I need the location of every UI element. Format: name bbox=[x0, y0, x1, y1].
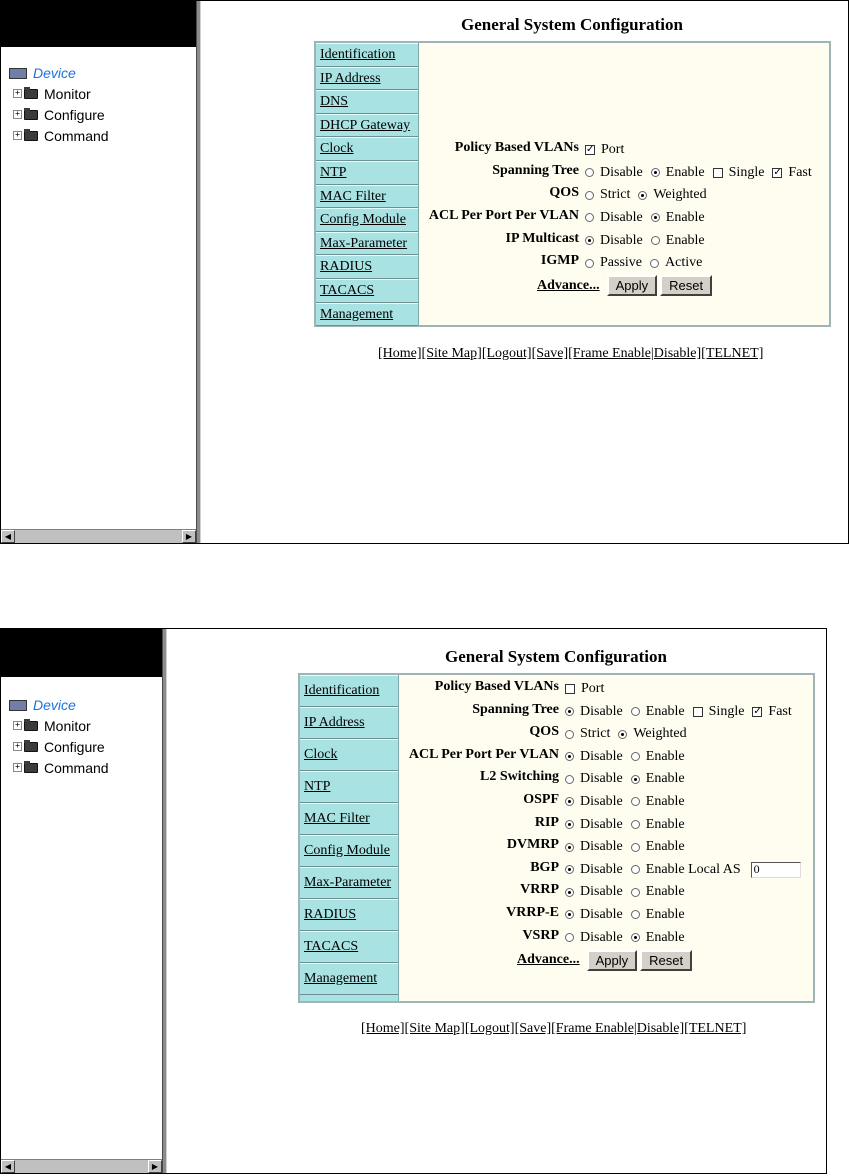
radio-option[interactable] bbox=[565, 884, 623, 900]
radio-empty-icon[interactable] bbox=[565, 775, 574, 784]
setting-label: Spanning Tree bbox=[472, 701, 559, 717]
setting-options bbox=[565, 860, 801, 880]
scroll-left-icon[interactable]: ◀ bbox=[1, 1160, 15, 1173]
nav-link-management[interactable]: Management bbox=[316, 303, 418, 327]
footer-link[interactable]: [Logout] bbox=[464, 1021, 515, 1036]
form-actions bbox=[517, 950, 692, 970]
nav-link-ip-address[interactable]: IP Address bbox=[316, 67, 418, 91]
radio-empty-icon[interactable] bbox=[585, 168, 594, 177]
reset-button[interactable]: Reset bbox=[660, 275, 712, 296]
setting-label: IP Multicast bbox=[505, 230, 579, 246]
option-label: Disable bbox=[580, 929, 623, 945]
option-label: Enable bbox=[645, 771, 685, 787]
tree-item-monitor[interactable] bbox=[13, 83, 109, 104]
page-title: General System Configuration bbox=[461, 15, 683, 34]
setting-options bbox=[585, 253, 710, 273]
setting-options bbox=[565, 905, 693, 925]
radio-option[interactable] bbox=[585, 255, 642, 271]
radio-option[interactable] bbox=[631, 907, 685, 923]
radio-option[interactable] bbox=[565, 930, 623, 946]
screenshot-top bbox=[0, 0, 849, 544]
setting-options bbox=[565, 837, 693, 857]
option-label: Port bbox=[581, 681, 605, 696]
setting-options bbox=[565, 724, 695, 744]
option-label: Single bbox=[708, 703, 745, 719]
radio-option[interactable] bbox=[651, 210, 705, 226]
radio-selected-icon[interactable] bbox=[565, 752, 574, 761]
option-label: Disable bbox=[580, 748, 623, 764]
radio-option[interactable] bbox=[565, 749, 623, 765]
radio-option[interactable] bbox=[565, 726, 610, 742]
radio-empty-icon[interactable] bbox=[631, 843, 640, 852]
radio-empty-icon[interactable] bbox=[631, 797, 640, 806]
radio-option[interactable] bbox=[565, 907, 623, 923]
advance-link[interactable]: Advance... bbox=[517, 952, 580, 968]
config-nav bbox=[300, 675, 399, 1001]
footer-link[interactable]: [TELNET] bbox=[701, 346, 764, 361]
nav-link-clock[interactable]: Clock bbox=[300, 739, 398, 771]
radio-selected-icon[interactable] bbox=[651, 213, 660, 222]
nav-link-identification[interactable]: Identification bbox=[316, 43, 418, 67]
radio-empty-icon[interactable] bbox=[565, 933, 574, 942]
radio-option[interactable] bbox=[631, 930, 685, 946]
setting-options bbox=[565, 769, 693, 789]
radio-option[interactable] bbox=[651, 233, 705, 249]
folder-icon bbox=[24, 110, 38, 120]
footer-link[interactable]: [Site Map] bbox=[404, 1021, 465, 1036]
radio-selected-icon[interactable] bbox=[565, 820, 574, 829]
tree-item-label: Command bbox=[44, 127, 109, 144]
device-tree bbox=[9, 695, 109, 778]
setting-label: RIP bbox=[534, 814, 559, 830]
banner-bar bbox=[1, 629, 163, 677]
setting-label: IGMP bbox=[540, 253, 579, 269]
config-panel bbox=[314, 41, 831, 327]
tree-root-label: Device bbox=[33, 697, 76, 713]
setting-options bbox=[585, 185, 715, 205]
setting-options bbox=[565, 679, 612, 699]
setting-label: ACL Per Port Per VLAN bbox=[408, 746, 559, 762]
footer-link[interactable]: [Logout] bbox=[481, 346, 532, 361]
radio-selected-icon[interactable] bbox=[631, 775, 640, 784]
device-icon bbox=[9, 700, 27, 711]
tree-item-label: Configure bbox=[44, 738, 105, 755]
radio-selected-icon[interactable] bbox=[618, 730, 627, 739]
checkbox-option[interactable] bbox=[752, 704, 791, 720]
option-label: Disable bbox=[580, 884, 623, 900]
horizontal-scrollbar[interactable] bbox=[1, 529, 196, 543]
tree-item-configure[interactable] bbox=[13, 104, 109, 125]
option-label: Enable bbox=[645, 793, 685, 809]
radio-option[interactable] bbox=[565, 794, 623, 810]
radio-option[interactable] bbox=[585, 210, 643, 226]
radio-selected-icon[interactable] bbox=[565, 910, 574, 919]
option-label: Disable bbox=[580, 839, 623, 855]
radio-option[interactable] bbox=[585, 165, 643, 181]
radio-empty-icon[interactable] bbox=[565, 730, 574, 739]
option-label: Enable bbox=[645, 929, 685, 945]
checkbox-empty-icon[interactable] bbox=[693, 707, 703, 717]
checkbox-checked-icon[interactable]: ✓ bbox=[753, 705, 762, 717]
nav-link-ip-address[interactable]: IP Address bbox=[300, 707, 398, 739]
folder-icon bbox=[24, 763, 38, 773]
option-label: Enable bbox=[665, 232, 705, 248]
radio-option[interactable] bbox=[631, 794, 685, 810]
option-label: Enable bbox=[645, 884, 685, 900]
radio-option[interactable] bbox=[631, 862, 741, 878]
reset-button[interactable]: Reset bbox=[640, 950, 692, 971]
tree-item-configure[interactable] bbox=[13, 736, 109, 757]
frame-divider[interactable] bbox=[196, 1, 201, 543]
folder-icon bbox=[24, 742, 38, 752]
radio-option[interactable] bbox=[565, 704, 623, 720]
radio-empty-icon[interactable] bbox=[650, 259, 659, 268]
option-label: Strict bbox=[580, 726, 611, 742]
option-label: Passive bbox=[600, 255, 642, 271]
option-label: Enable bbox=[645, 748, 685, 764]
setting-label: Policy Based VLANs bbox=[454, 140, 579, 156]
option-label: Disable bbox=[600, 232, 643, 248]
radio-option[interactable] bbox=[565, 771, 623, 787]
radio-option[interactable] bbox=[631, 884, 685, 900]
radio-option[interactable] bbox=[631, 817, 685, 833]
option-label: Single bbox=[728, 164, 765, 180]
nav-link-max-parameter[interactable]: Max-Parameter bbox=[316, 232, 418, 256]
tree-item-label: Command bbox=[44, 759, 109, 776]
radio-option[interactable] bbox=[565, 817, 623, 833]
footer-link[interactable]: [Frame Enable|Disable] bbox=[568, 346, 702, 361]
radio-option[interactable] bbox=[585, 187, 630, 203]
tree-pane bbox=[1, 1, 197, 543]
nav-link-dns[interactable]: DNS bbox=[316, 90, 418, 114]
radio-empty-icon[interactable] bbox=[585, 259, 594, 268]
radio-empty-icon[interactable] bbox=[631, 752, 640, 761]
tree-item-label: Configure bbox=[44, 106, 105, 123]
tree-item-label: Monitor bbox=[44, 85, 91, 102]
nav-link-dhcp-gateway[interactable]: DHCP Gateway bbox=[316, 114, 418, 138]
expand-icon[interactable]: + bbox=[13, 89, 22, 98]
expand-icon[interactable]: + bbox=[13, 110, 22, 119]
tree-item-command[interactable] bbox=[13, 757, 109, 778]
radio-option[interactable] bbox=[565, 862, 623, 878]
radio-option[interactable] bbox=[631, 749, 685, 765]
radio-empty-icon[interactable] bbox=[585, 191, 594, 200]
screenshot-bottom bbox=[0, 628, 827, 1174]
radio-empty-icon[interactable] bbox=[631, 865, 640, 874]
radio-selected-icon[interactable] bbox=[565, 797, 574, 806]
config-nav bbox=[316, 43, 419, 325]
radio-option[interactable] bbox=[638, 187, 706, 203]
radio-empty-icon[interactable] bbox=[631, 820, 640, 829]
setting-options bbox=[565, 747, 693, 767]
option-label: Enable bbox=[665, 164, 705, 180]
nav-link-ntp[interactable]: NTP bbox=[300, 771, 398, 803]
radio-option[interactable] bbox=[650, 255, 702, 271]
option-label: Disable bbox=[600, 164, 643, 180]
setting-options bbox=[565, 882, 693, 902]
option-label: Disable bbox=[580, 906, 623, 922]
option-label: Port bbox=[601, 142, 625, 158]
radio-option[interactable] bbox=[631, 704, 685, 720]
option-label: Enable bbox=[645, 839, 685, 855]
tree-item-label: Monitor bbox=[44, 717, 91, 734]
checkbox-option[interactable] bbox=[713, 165, 765, 181]
nav-link-config-module[interactable]: Config Module bbox=[316, 208, 418, 232]
option-label: Disable bbox=[580, 861, 623, 877]
footer-link[interactable]: [TELNET] bbox=[684, 1021, 747, 1036]
local-as-input[interactable] bbox=[751, 862, 801, 878]
option-label: Enable bbox=[645, 906, 685, 922]
setting-label: VSRP bbox=[522, 927, 559, 943]
option-label: Disable bbox=[580, 703, 623, 719]
radio-option[interactable] bbox=[631, 771, 685, 787]
option-label: Enable bbox=[645, 703, 685, 719]
radio-selected-icon[interactable] bbox=[565, 707, 574, 716]
footer-links bbox=[378, 346, 763, 362]
setting-options bbox=[585, 163, 820, 183]
footer-links bbox=[361, 1021, 746, 1037]
radio-selected-icon[interactable] bbox=[565, 865, 574, 874]
checkbox-option[interactable] bbox=[565, 681, 604, 697]
footer-link[interactable]: [Save] bbox=[514, 1021, 552, 1036]
radio-selected-icon[interactable] bbox=[565, 843, 574, 852]
setting-label: L2 Switching bbox=[480, 769, 559, 785]
setting-options bbox=[565, 792, 693, 812]
option-label: Fast bbox=[768, 703, 792, 719]
nav-link-radius[interactable]: RADIUS bbox=[300, 899, 398, 931]
apply-button[interactable]: Apply bbox=[607, 275, 658, 296]
checkbox-option[interactable] bbox=[693, 704, 745, 720]
option-label: Weighted bbox=[633, 726, 687, 742]
nav-link-tacacs[interactable]: TACACS bbox=[316, 279, 418, 303]
radio-empty-icon[interactable] bbox=[631, 707, 640, 716]
tree-root-device[interactable] bbox=[9, 63, 109, 83]
radio-option[interactable] bbox=[651, 165, 705, 181]
footer-link[interactable]: [Save] bbox=[531, 346, 569, 361]
scroll-right-icon[interactable]: ▶ bbox=[182, 530, 196, 543]
setting-options bbox=[565, 702, 800, 722]
radio-option[interactable] bbox=[618, 726, 686, 742]
radio-option[interactable] bbox=[565, 839, 623, 855]
nav-link-max-parameter[interactable]: Max-Parameter bbox=[300, 867, 398, 899]
footer-link[interactable]: [Home] bbox=[361, 1021, 405, 1036]
radio-empty-icon[interactable] bbox=[631, 910, 640, 919]
horizontal-scrollbar[interactable] bbox=[1, 1159, 162, 1173]
option-label: Enable bbox=[665, 209, 705, 225]
footer-link[interactable]: [Home] bbox=[378, 346, 422, 361]
setting-label: QOS bbox=[549, 185, 579, 201]
tree-pane bbox=[1, 629, 163, 1173]
option-label: Disable bbox=[580, 793, 623, 809]
scroll-right-icon[interactable]: ▶ bbox=[148, 1160, 162, 1173]
setting-label: OSPF bbox=[523, 791, 559, 807]
banner-bar bbox=[1, 1, 197, 47]
device-icon bbox=[9, 68, 27, 79]
frame-divider[interactable] bbox=[162, 629, 167, 1173]
radio-selected-icon[interactable] bbox=[631, 933, 640, 942]
option-label: Enable bbox=[645, 816, 685, 832]
radio-selected-icon[interactable] bbox=[585, 236, 594, 245]
radio-selected-icon[interactable] bbox=[638, 191, 647, 200]
checkbox-checked-icon[interactable]: ✓ bbox=[586, 144, 595, 156]
setting-label: ACL Per Port Per VLAN bbox=[428, 207, 579, 223]
nav-link-tacacs[interactable]: TACACS bbox=[300, 931, 398, 963]
option-label: Strict bbox=[600, 187, 631, 203]
setting-options bbox=[585, 140, 632, 160]
tree-root-device[interactable] bbox=[9, 695, 109, 715]
radio-empty-icon[interactable] bbox=[651, 236, 660, 245]
setting-label: VRRP bbox=[520, 882, 559, 898]
radio-option[interactable] bbox=[585, 233, 643, 249]
option-label: Disable bbox=[580, 816, 623, 832]
advance-link[interactable]: Advance... bbox=[537, 277, 600, 293]
folder-icon bbox=[24, 721, 38, 731]
radio-option[interactable] bbox=[631, 839, 685, 855]
setting-options bbox=[585, 208, 713, 228]
option-label: Disable bbox=[580, 771, 623, 787]
option-label: Disable bbox=[600, 209, 643, 225]
expand-icon[interactable]: + bbox=[13, 742, 22, 751]
config-panel bbox=[298, 673, 815, 1003]
nav-link-clock[interactable]: Clock bbox=[316, 137, 418, 161]
footer-link[interactable]: [Site Map] bbox=[421, 346, 482, 361]
radio-empty-icon[interactable] bbox=[631, 888, 640, 897]
checkbox-option[interactable] bbox=[585, 142, 624, 158]
checkbox-empty-icon[interactable] bbox=[713, 168, 723, 178]
page-title: General System Configuration bbox=[445, 647, 667, 666]
nav-link-config-module[interactable]: Config Module bbox=[300, 835, 398, 867]
setting-options bbox=[565, 815, 693, 835]
option-label: Enable Local AS bbox=[645, 861, 741, 877]
checkbox-empty-icon[interactable] bbox=[565, 684, 575, 694]
tree-item-command[interactable] bbox=[13, 125, 109, 146]
folder-icon bbox=[24, 89, 38, 99]
expand-icon[interactable]: + bbox=[13, 763, 22, 772]
option-label: Fast bbox=[788, 164, 812, 180]
setting-options bbox=[565, 928, 693, 948]
setting-label: QOS bbox=[529, 724, 559, 740]
setting-label: BGP bbox=[530, 859, 559, 875]
nav-link-identification[interactable]: Identification bbox=[300, 675, 398, 707]
tree-item-monitor[interactable] bbox=[13, 715, 109, 736]
nav-link-mac-filter[interactable]: MAC Filter bbox=[300, 803, 398, 835]
option-label: Active bbox=[665, 255, 703, 271]
radio-empty-icon[interactable] bbox=[585, 213, 594, 222]
setting-label: VRRP-E bbox=[506, 904, 559, 920]
setting-label: Policy Based VLANs bbox=[434, 679, 559, 694]
footer-link[interactable]: [Frame Enable|Disable] bbox=[551, 1021, 685, 1036]
setting-label: Spanning Tree bbox=[492, 162, 579, 178]
checkbox-option[interactable] bbox=[772, 165, 811, 181]
setting-options bbox=[585, 231, 713, 251]
expand-icon[interactable]: + bbox=[13, 721, 22, 730]
radio-selected-icon[interactable] bbox=[651, 168, 660, 177]
setting-label: DVMRP bbox=[506, 837, 559, 853]
folder-icon bbox=[24, 131, 38, 141]
apply-button[interactable]: Apply bbox=[587, 950, 638, 971]
device-tree bbox=[9, 63, 109, 146]
radio-selected-icon[interactable] bbox=[565, 888, 574, 897]
checkbox-checked-icon[interactable]: ✓ bbox=[773, 166, 782, 178]
nav-link-management[interactable]: Management bbox=[300, 963, 398, 995]
nav-link-mac-filter[interactable]: MAC Filter bbox=[316, 185, 418, 209]
form-actions bbox=[537, 276, 712, 296]
scroll-left-icon[interactable]: ◀ bbox=[1, 530, 15, 543]
expand-icon[interactable]: + bbox=[13, 131, 22, 140]
tree-root-label: Device bbox=[33, 65, 76, 81]
option-label: Weighted bbox=[653, 187, 707, 203]
nav-link-ntp[interactable]: NTP bbox=[316, 161, 418, 185]
nav-link-radius[interactable]: RADIUS bbox=[316, 255, 418, 279]
